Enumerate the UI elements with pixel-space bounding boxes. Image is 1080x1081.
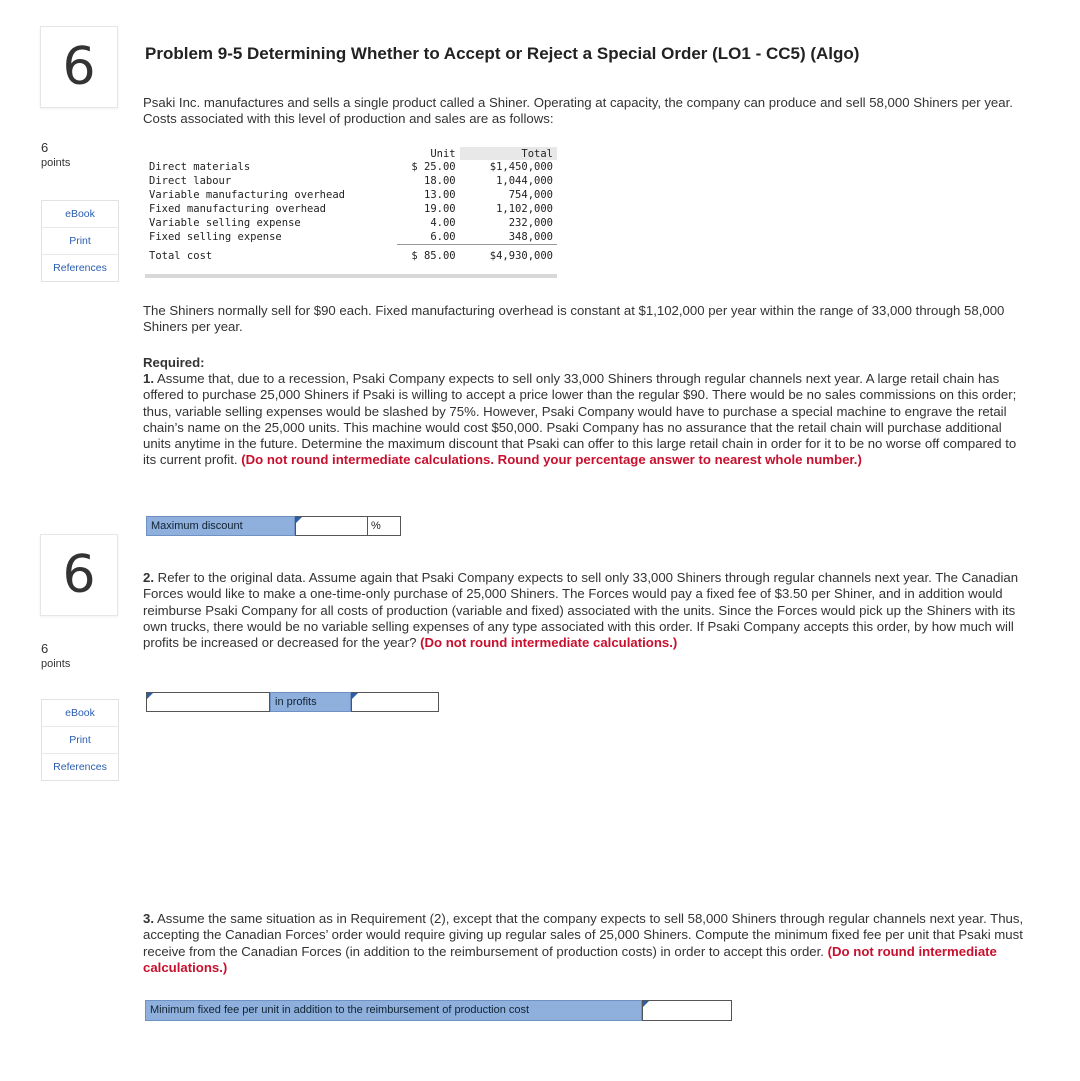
cost-label: Fixed selling expense — [149, 231, 282, 244]
cost-total-unit: $ 85.00 — [397, 245, 460, 264]
ebook-link[interactable]: eBook — [42, 700, 118, 727]
percent-unit: % — [368, 516, 401, 536]
points-value: 6 — [41, 140, 49, 155]
cost-unit: 4.00 — [430, 217, 456, 229]
in-profits-label: in profits — [270, 692, 351, 712]
profit-change-select[interactable] — [146, 692, 270, 712]
cost-header-total: Total — [460, 147, 557, 160]
cost-unit: $ 25.00 — [411, 161, 456, 173]
table-row — [145, 174, 557, 188]
minimum-fixed-fee-input[interactable] — [642, 1000, 732, 1021]
cost-label: Direct labour — [149, 175, 232, 187]
requirement-number: 3. — [143, 911, 154, 926]
cost-total: 232,000 — [508, 217, 553, 229]
cost-label: Direct materials — [149, 161, 251, 173]
cost-total: 1,102,000 — [496, 203, 553, 215]
table-row — [145, 160, 557, 174]
references-link[interactable]: References — [53, 761, 107, 773]
table-row — [145, 245, 557, 264]
maximum-discount-label: Maximum discount — [146, 516, 295, 536]
cost-header-label — [145, 147, 397, 160]
cost-total-label: Total cost — [149, 249, 213, 262]
cost-total: 348,000 — [508, 231, 553, 243]
cost-unit: 13.00 — [424, 189, 456, 201]
print-link[interactable]: Print — [42, 727, 118, 754]
table-divider — [145, 274, 557, 278]
cost-label: Variable selling expense — [149, 217, 301, 229]
print-link[interactable]: Print — [42, 228, 118, 255]
cost-header-unit: Unit — [430, 147, 456, 160]
cost-label: Variable manufacturing overhead — [149, 189, 345, 201]
cost-unit: 18.00 — [424, 175, 456, 187]
points-value: 6 — [41, 641, 49, 656]
requirement-instruction: (Do not round intermediate calculations.) — [143, 943, 997, 975]
cost-total: 1,044,000 — [496, 175, 553, 187]
table-row — [145, 188, 557, 202]
question-number-badge: 6 — [40, 26, 118, 108]
context-text: The Shiners normally sell for $90 each. Fixed manufacturing overhead is constant at $1,102,000 per year within the range of 33,000 through 58,000 Shiners per year. — [143, 303, 1005, 335]
requirement-instruction: (Do not round intermediate calculations. Round your percentage answer to nearest whole number.) — [241, 452, 862, 468]
cost-unit: 6.00 — [430, 231, 456, 243]
resource-links — [41, 699, 119, 781]
question-number-badge: 6 — [40, 534, 118, 616]
minimum-fixed-fee-label: Minimum fixed fee per unit in addition to the reimbursement of production cost — [145, 1000, 642, 1021]
requirement-text: Refer to the original data. Assume again that Psaki Company expects to sell only 33,000 Shiners through regular channels next year. The Canadian Forces would like to make a one-time-only purchase of 25,000 Shiners. The Forces would pay a fixed fee of $3.50 per Shiner, and in addition would reimburse Psaki Company for all costs of production (variable and fixed) associated with the units. Since the Forces would pick up the Shiners with its own trucks, there would be no variable selling expenses of any type associated with this order. If Psaki Company accepts this order, by how much will profits be increased or decreased for the year? — [143, 570, 1019, 651]
maximum-discount-input[interactable] — [295, 516, 368, 536]
cost-total: 754,000 — [508, 189, 553, 201]
cost-total-total: $4,930,000 — [460, 245, 557, 264]
requirement-number: 1. — [143, 371, 154, 386]
profit-change-input[interactable] — [351, 692, 439, 712]
requirement-2 — [143, 570, 1028, 651]
requirement-1 — [143, 371, 1028, 469]
ebook-link[interactable]: eBook — [42, 201, 118, 228]
cost-unit: 19.00 — [424, 203, 456, 215]
requirement-number: 2. — [143, 570, 154, 585]
required-heading: Required: — [143, 355, 205, 370]
cost-total: $1,450,000 — [489, 161, 553, 173]
cost-label: Fixed manufacturing overhead — [149, 203, 327, 215]
points-label: points — [41, 157, 71, 169]
requirement-3 — [143, 911, 1028, 976]
requirement-text: Assume that, due to a recession, Psaki Company expects to sell only 33,000 Shiners through regular channels next year. A large retail chain has offered to purchase 25,000 Shiners if Psaki is willing to accept a price lower than the regular $90. There would be no sales commissions on this order; thus, variable selling expenses would be slashed by 75%. However, Psaki Company would have to purchase a special machine to engrave the retail chain’s name on the 25,000 units. This machine would cost $50,000. Psaki Company has no assurance that the retail chain will purchase additional units anytime in the future. Determine the maximum discount that Psaki can offer to this large retail chain in order for it to be no worse off compared to its current profit. — [143, 371, 1017, 468]
references-link[interactable]: References — [53, 262, 107, 274]
intro-text: Psaki Inc. manufactures and sells a single product called a Shiner. Operating at capacity, the company can produce and sell 58,000 Shiners per year. Costs associated with this level of production and sales are as follows: — [143, 95, 1013, 127]
resource-links — [41, 200, 119, 282]
problem-title: Problem 9-5 Determining Whether to Accept or Reject a Special Order (LO1 - CC5) (Algo) — [145, 44, 860, 63]
table-row — [145, 202, 557, 216]
requirement-text: Assume the same situation as in Requirement (2), except that the company expects to sell 58,000 Shiners through regular channels next year. Thus, accepting the Canadian Forces’ order would require giving up regular sales of 25,000 Shiners. Compute the minimum fixed fee per unit that Psaki must receive from the Canadian Forces (in addition to the reimbursement of production costs) in order to accept this order. — [143, 911, 1024, 959]
requirement-instruction: (Do not round intermediate calculations.) — [420, 635, 678, 651]
table-row — [145, 216, 557, 230]
table-row — [145, 230, 557, 245]
cost-table — [145, 147, 557, 263]
points-label: points — [41, 658, 71, 670]
